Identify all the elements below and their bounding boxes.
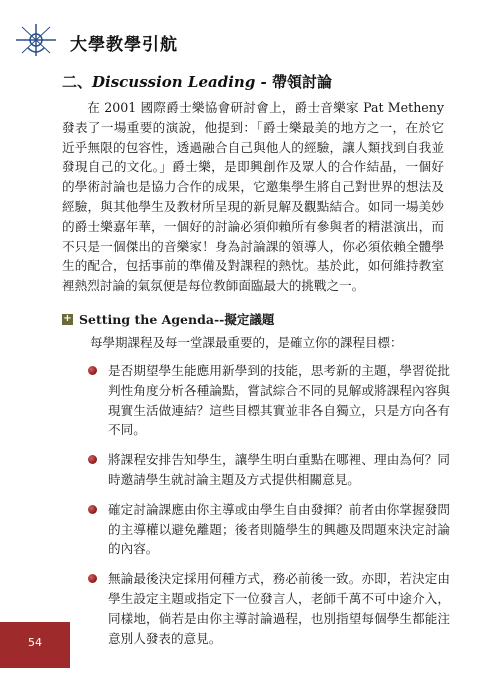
red-dot-icon bbox=[88, 366, 97, 375]
list-item-text: 無論最後決定採用何種方式，務必前後一致。亦即，若決定由學生設定主題或指定下一位發言人，老師千萬不可中途介入，同樣地，倘若是由你主導討論過程，也別指望每個學生都能注意別人發表的意見。 bbox=[108, 571, 450, 646]
section-heading bbox=[62, 71, 332, 92]
page-number: 54 bbox=[28, 636, 42, 649]
subsection-lead: 每學期課程及每一堂課最重要的，是確立你的課程目標： bbox=[90, 335, 403, 350]
subsection-title-zh: 擬定議題 bbox=[224, 312, 275, 327]
list-item bbox=[62, 500, 450, 559]
heading-prefix: 二、 bbox=[62, 73, 93, 91]
heading-chinese: 帶領討論 bbox=[272, 73, 333, 91]
agenda-section bbox=[62, 310, 452, 658]
page-header bbox=[14, 18, 214, 62]
anchor-compass-logo-icon bbox=[14, 22, 58, 58]
list-item bbox=[62, 450, 450, 490]
subsection-title-en: Setting the Agenda bbox=[79, 311, 214, 327]
heading-english: Discussion Leading bbox=[92, 73, 256, 91]
list-item-text: 是否期望學生能應用新學到的技能，思考新的主題，學習從批判性角度分析各種論點，嘗試綜合不同的見解或將課程內容與現實生活做連結？這些目標其實並非各自獨立，只是方向各有不同。 bbox=[108, 363, 450, 438]
heading-separator: - bbox=[255, 73, 272, 91]
goal-list bbox=[62, 361, 452, 648]
intro-paragraph: 在 2001 國際爵士樂協會研討會上，爵士音樂家 Pat Metheny 發表了一場重要的演說，他提到：「爵士樂最美的地方之一，在於它近乎無限的包容性，透過融合自己與他人的經驗，讓人類找到自我並發現自己的文化。」爵士樂，是即興創作及眾人的合作結晶，一個好的學術討論也是協力合作的成果，它邀集學生將自己對世界的想法及經驗，與其他學生及教材所呈現的新見解及觀點結合。如同一場美妙的爵士樂嘉年華，一個好的討論必須仰賴所有參與者的精湛演出，而不只是一個傑出的音樂家！身為討論課的領導人，你必須依賴全體學生的配合，包括事前的準備及對課程的熱忱。基於此，如何維持教室裡熱烈討論的氣氛便是每位教師面臨最大的挑戰之一。 bbox=[62, 100, 444, 294]
list-item bbox=[62, 569, 450, 648]
list-item-text: 確定討論課應由你主導或由學生自由發揮？前者由你掌握發問的主導權以避免離題；後者則隨學生的興趣及問題來決定討論的內容。 bbox=[108, 501, 450, 557]
subsection-heading bbox=[62, 310, 452, 328]
red-dot-icon bbox=[88, 505, 97, 514]
list-item bbox=[62, 361, 450, 440]
plus-square-icon: + bbox=[63, 313, 72, 324]
list-item-text: 將課程安排告知學生，讓學生明白重點在哪裡、理由為何？同時邀請學生就討論主題及方式提供相關意見。 bbox=[108, 452, 450, 487]
brand-title: 大學教學引航 bbox=[70, 35, 178, 55]
red-dot-icon bbox=[88, 574, 97, 583]
subsection-title-sep: -- bbox=[213, 311, 225, 327]
red-dot-icon bbox=[88, 455, 97, 464]
